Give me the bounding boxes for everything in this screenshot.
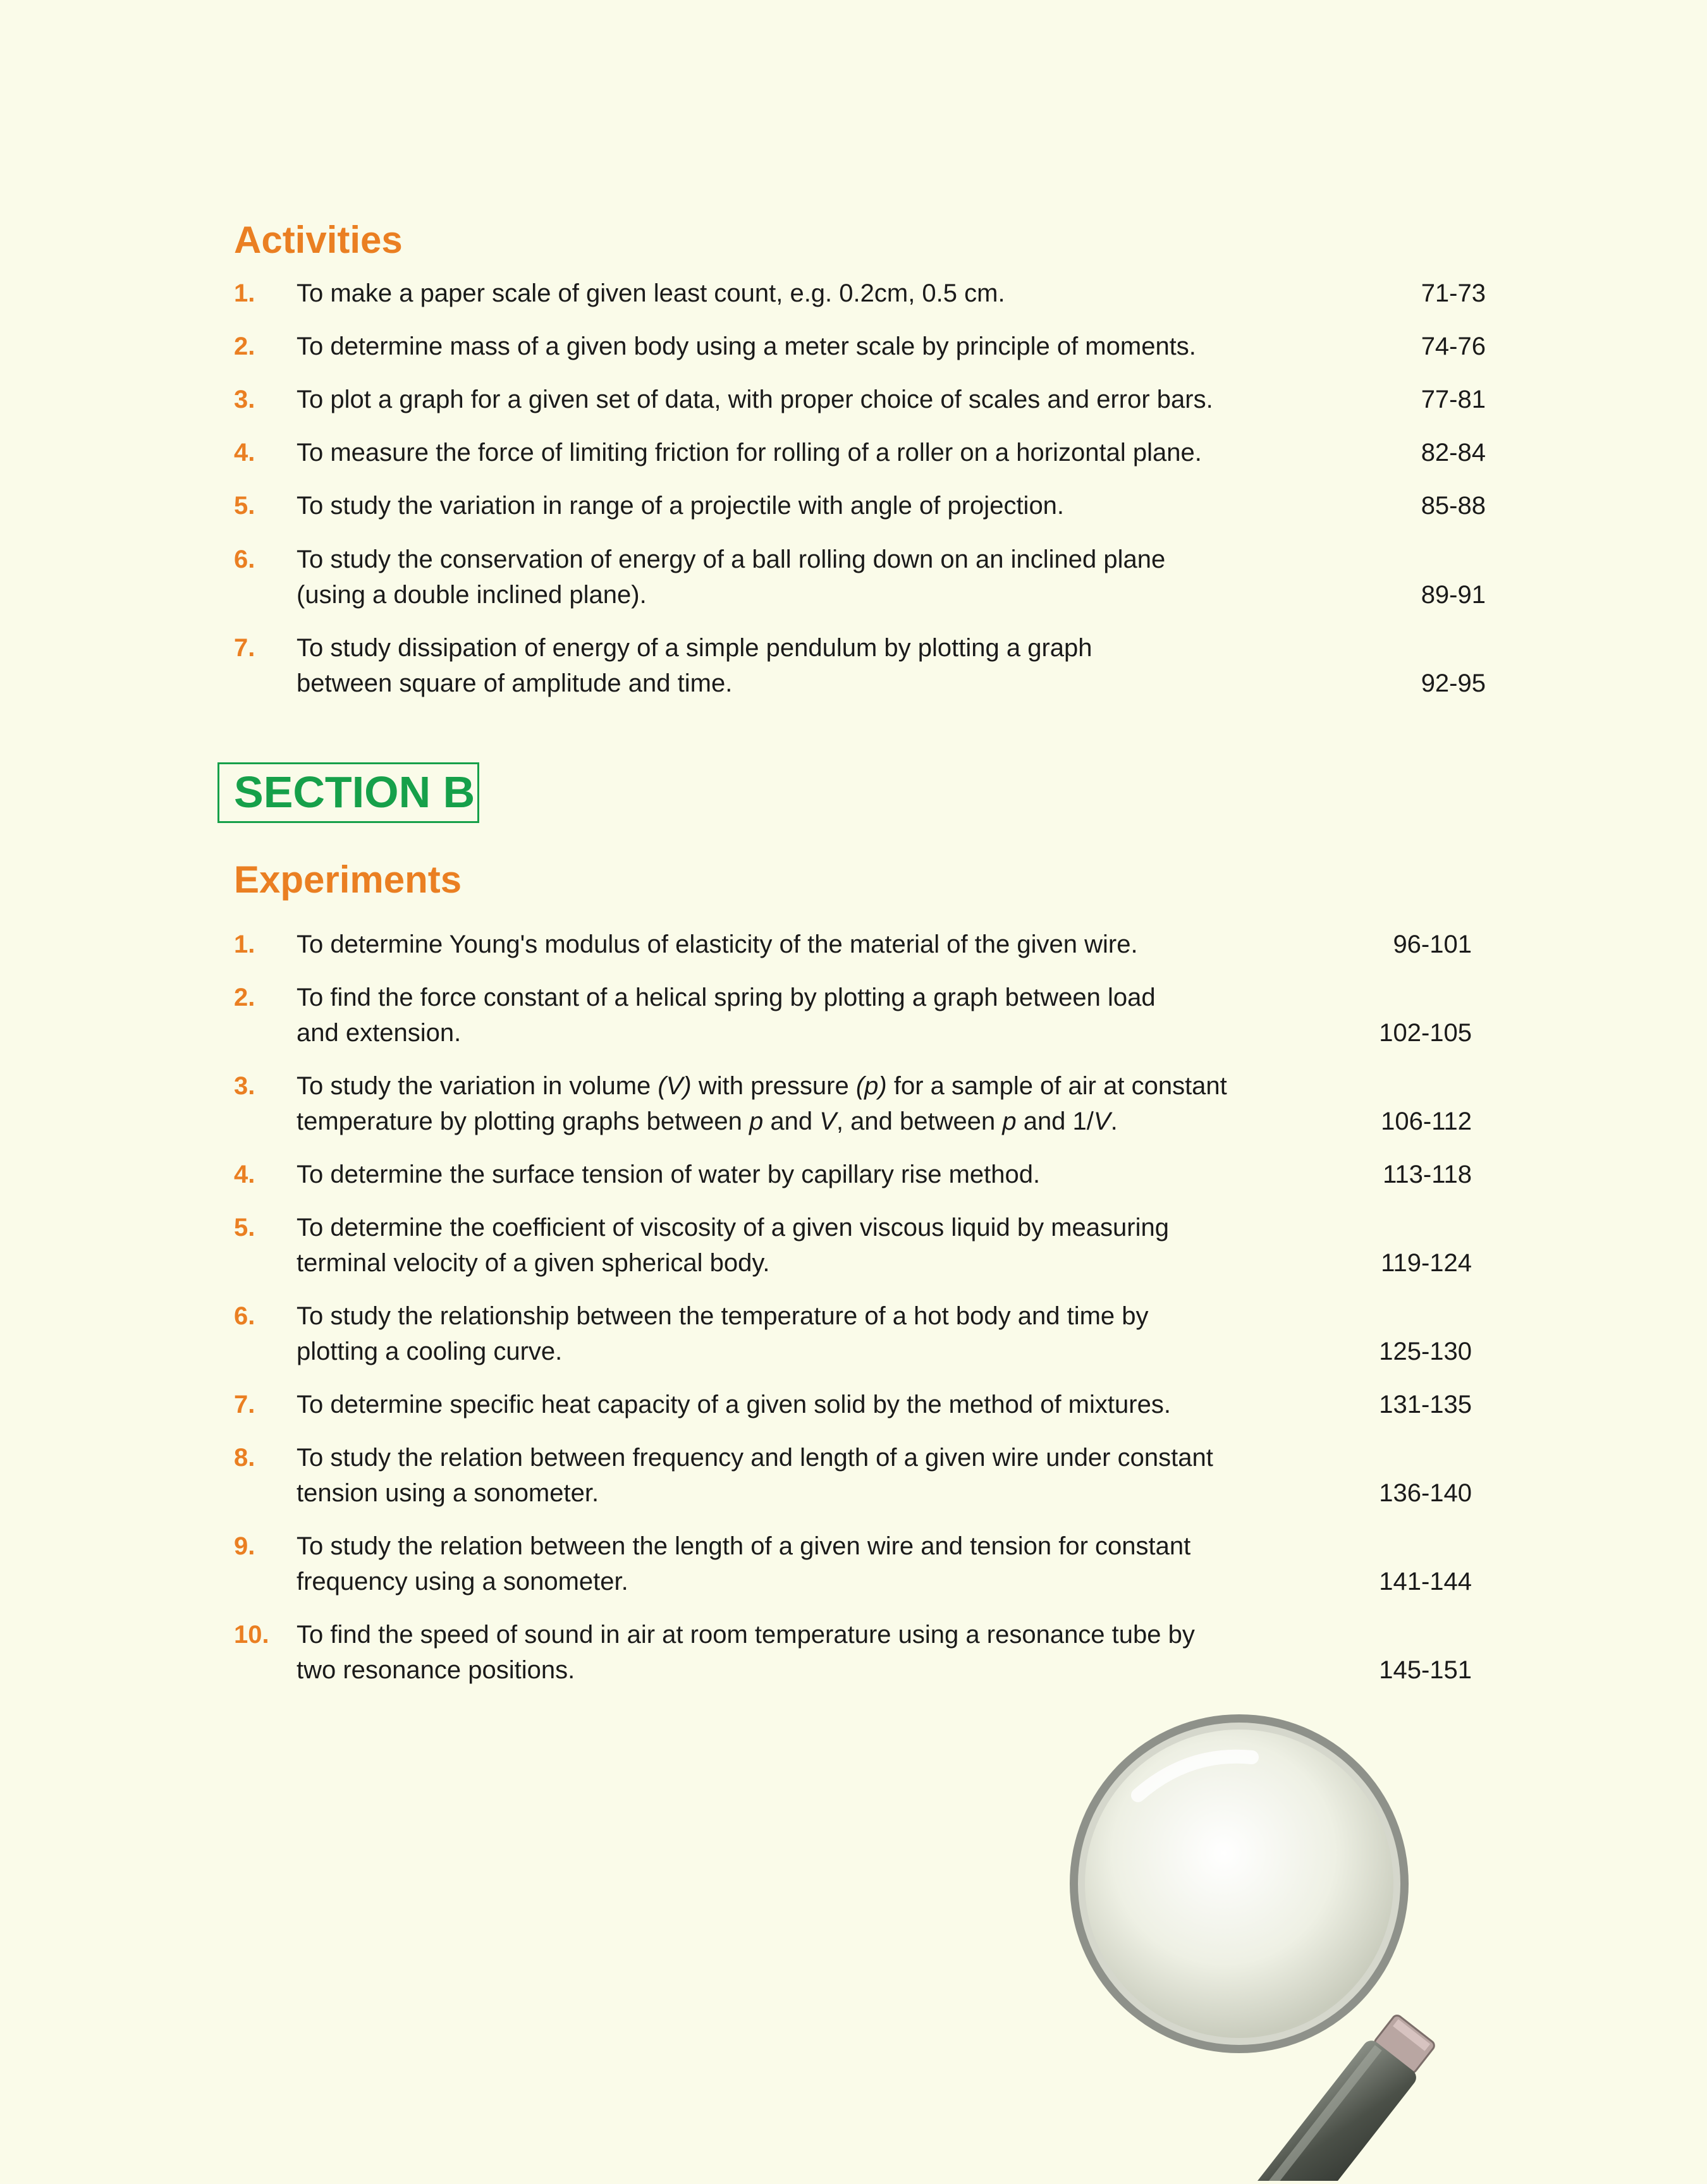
item-description — [297, 329, 1333, 364]
item-description — [297, 1068, 1333, 1139]
page-range: 85-88 — [1421, 492, 1486, 520]
item-number: 10. — [234, 1621, 269, 1649]
page-range: 131-135 — [1379, 1391, 1472, 1418]
page-range: 136-140 — [1379, 1479, 1472, 1507]
item-description — [297, 1387, 1333, 1422]
page-range: 82-84 — [1421, 439, 1486, 467]
item-description-line: To study the relation between frequency and length of a given wire under constant — [297, 1444, 1213, 1472]
item-description — [297, 1617, 1333, 1688]
item-number: 7. — [234, 634, 255, 662]
item-description — [297, 1528, 1333, 1599]
item-description-line: frequency using a sonometer. — [297, 1568, 628, 1595]
item-number: 3. — [234, 1072, 255, 1100]
page-range: 92-95 — [1421, 669, 1486, 697]
item-number: 7. — [234, 1391, 255, 1418]
item-number: 5. — [234, 492, 255, 520]
item-description — [297, 1298, 1333, 1369]
item-description-line: tension using a sonometer. — [297, 1479, 599, 1507]
item-description-line: To determine the coefficient of viscosity of a given viscous liquid by measuring — [297, 1214, 1169, 1241]
item-number: 5. — [234, 1214, 255, 1241]
item-number: 9. — [234, 1532, 255, 1560]
item-description — [297, 1210, 1333, 1281]
item-description-line: (using a double inclined plane). — [297, 581, 647, 609]
page-range: 106-112 — [1381, 1107, 1472, 1135]
item-description-line: To determine specific heat capacity of a given solid by the method of mixtures. — [297, 1391, 1171, 1418]
section-b-label: SECTION B — [234, 767, 475, 817]
item-number: 6. — [234, 1302, 255, 1330]
item-description-line: To find the speed of sound in air at room temperature using a resonance tube by — [297, 1621, 1195, 1649]
item-description-line: To determine Young's modulus of elasticity of the material of the given wire. — [297, 930, 1138, 958]
item-number: 6. — [234, 546, 255, 573]
item-description — [297, 980, 1333, 1051]
item-description — [297, 382, 1333, 417]
page-range: 119-124 — [1381, 1249, 1472, 1277]
page-range: 89-91 — [1421, 581, 1486, 609]
item-description-line: To make a paper scale of given least count, e.g. 0.2cm, 0.5 cm. — [297, 279, 1005, 307]
item-description — [297, 1157, 1333, 1192]
item-description-line: temperature by plotting graphs between p and V, and between p and 1/V. — [297, 1107, 1118, 1135]
item-description-line: To study dissipation of energy of a simple pendulum by plotting a graph — [297, 634, 1092, 662]
item-number: 4. — [234, 1161, 255, 1188]
magnifying-glass-illustration — [1062, 1713, 1707, 2184]
item-description-line: and extension. — [297, 1019, 462, 1047]
item-number: 3. — [234, 386, 255, 413]
item-number: 1. — [234, 930, 255, 958]
item-description — [297, 630, 1333, 701]
item-description-line: two resonance positions. — [297, 1656, 575, 1684]
page-range: 141-144 — [1379, 1568, 1472, 1595]
page-range: 113-118 — [1383, 1161, 1472, 1188]
item-description-line: To measure the force of limiting friction for rolling of a roller on a horizontal plane. — [297, 439, 1202, 467]
item-number: 4. — [234, 439, 255, 467]
item-number: 2. — [234, 984, 255, 1011]
item-description — [297, 276, 1333, 311]
item-description-line: To study the variation in volume (V) with pressure (p) for a sample of air at constant — [297, 1072, 1227, 1100]
page-range: 77-81 — [1421, 386, 1486, 413]
item-description — [297, 435, 1333, 470]
item-description-line: To study the variation in range of a projectile with angle of projection. — [297, 492, 1065, 520]
page-range: 145-151 — [1379, 1656, 1472, 1684]
activities-heading: Activities — [234, 219, 403, 261]
item-description-line: To study the relation between the length of a given wire and tension for constant — [297, 1532, 1191, 1560]
item-number: 8. — [234, 1444, 255, 1472]
item-number: 1. — [234, 279, 255, 307]
item-description-line: To determine mass of a given body using a meter scale by principle of moments. — [297, 332, 1196, 360]
page-range: 74-76 — [1421, 332, 1486, 360]
page-range: 96-101 — [1393, 930, 1472, 958]
page-range: 71-73 — [1421, 279, 1486, 307]
item-description — [297, 1440, 1333, 1511]
item-description-line: To determine the surface tension of water by capillary rise method. — [297, 1161, 1041, 1188]
item-number: 2. — [234, 332, 255, 360]
item-description-line: terminal velocity of a given spherical body. — [297, 1249, 770, 1277]
page-range: 102-105 — [1379, 1019, 1472, 1047]
item-description — [297, 542, 1333, 613]
experiments-heading: Experiments — [234, 858, 462, 901]
item-description-line: To study the conservation of energy of a ball rolling down on an inclined plane — [297, 546, 1166, 573]
item-description-line: To plot a graph for a given set of data, with proper choice of scales and error bars. — [297, 386, 1213, 413]
item-description-line: plotting a cooling curve. — [297, 1338, 563, 1365]
item-description — [297, 488, 1333, 523]
page-range: 125-130 — [1379, 1338, 1472, 1365]
item-description-line: between square of amplitude and time. — [297, 669, 733, 697]
item-description — [297, 927, 1333, 962]
item-description-line: To find the force constant of a helical spring by plotting a graph between load — [297, 984, 1156, 1011]
item-description-line: To study the relationship between the temperature of a hot body and time by — [297, 1302, 1149, 1330]
